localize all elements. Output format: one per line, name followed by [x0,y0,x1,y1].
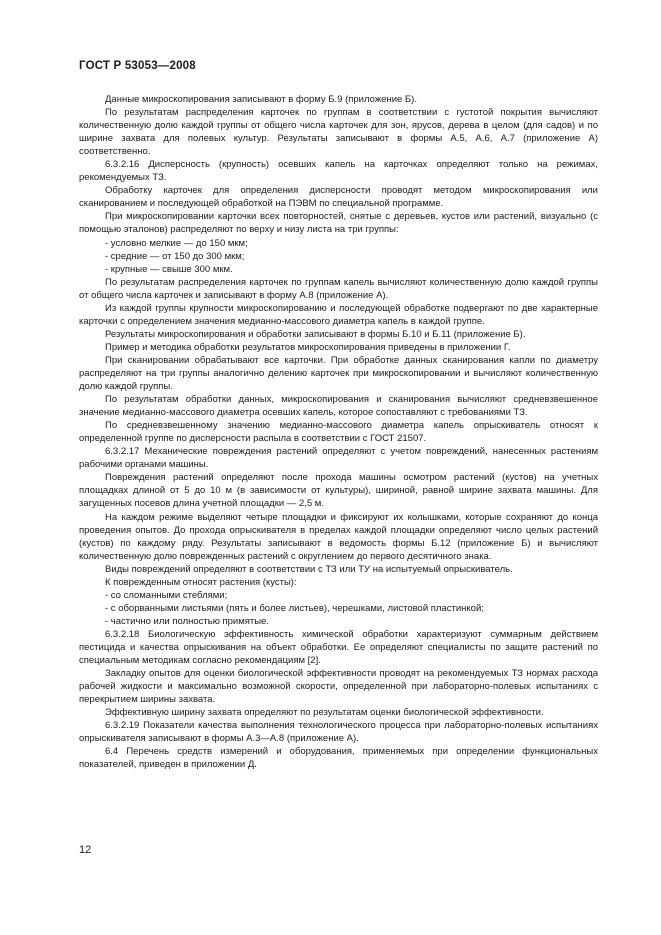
list-item: - средние — от 150 до 300 мкм; [105,250,245,262]
list-item: - условно мелкие — до 150 мкм; [105,237,248,249]
paragraph: По результатам распределения карточек по группам капель вычисляют количественную долю каждой группы от общего числа карточек и записывают в форму А.8 (приложение А). [79,276,598,301]
paragraph: При микроскопировании карточки всех повторностей, снятые с деревьев, кустов или растений, визуально (с помощью эталонов) распределяют по верху и низу листа на три группы: [79,211,598,236]
paragraph: Закладку опытов для оценки биологической эффективности проводят на рекомендуемых ТЗ нормах расхода рабочей жидкости и максимально возможной скорости, определенной при лабораторно-полевых испытаниях с перекрытием ширины захвата. [79,668,598,706]
paragraph: При сканировании обрабатывают все карточки. При обработке данных сканирования капли по диаметру распределяют на три группы аналогично делению карточек при микроскопировании и вычисляют количественную долю каждой группы. [79,354,598,393]
paragraph: По результатам распределения карточек по группам в соответствии с густотой покрытия вычисляют количественную долю каждой группы от общего числа карточек для зон, ярусов, дерева в целом (для садов) и по ширине захвата для полевых культур. Результаты записывают в формы А.5, А.6, А.7 (приложение А) соответственно. [79,107,598,158]
paragraph: Виды повреждений определяют в соответствии с ТЗ или ТУ на испытуемый опрыскиватель. [105,563,513,575]
paragraph: Эффективную ширину захвата определяют по результатам оценки биологической эффективности. [105,707,544,719]
list-item: - частично или полностью примятые. [105,615,269,627]
list-item: - крупные — свыше 300 мкм. [105,263,233,275]
paragraph: Повреждения растений определяют после прохода машины осмотром растений (кустов) на учетных площадках длиной от 5 до 10 м (в зависимости от культуры), шириной, равной ширине захвата машины. Для загущенных посевов длина учетной площадки — 2,5 м. [79,472,598,510]
paragraph: 6.3.2.16 Дисперсность (крупность) осевших капель на карточках определяют только на режимах, рекомендуемых ТЗ. [79,159,598,184]
paragraph: Результаты микроскопирования и обработки записывают в формы Б.10 и Б.11 (приложение Б). [105,328,526,340]
paragraph: Пример и методика обработки результатов микроскопирования приведены в приложении Г. [105,341,511,353]
paragraph: 6.3.2.17 Механические повреждения растений определяют с учетом повреждений, нанесенных растениям рабочими органами машины. [79,446,598,471]
paragraph: На каждом режиме выделяют четыре площадки и фиксируют их колышками, которые сохраняют до конца проведения опытов. До прохода опрыскивателя в пределах каждой площадки определяют число целых растений (кустов) по каждому ряду. Результаты записывают в ведомость формы Б.12 (приложение Б) и вычисляют количественную долю поврежденных растений с округлением до первого десятичного знака. [79,511,598,562]
list-item: - со сломанными стеблями; [105,589,228,601]
paragraph: Данные микроскопирования записывают в форму Б.9 (приложение Б). [105,94,417,105]
paragraph: По результатам обработки данных, микроскопирования и сканирования вычисляют средневзвешенное значение медианно-массового диаметра осевших капель, которое сопоставляют с требованиями ТЗ. [79,394,598,419]
paragraph: 6.3.2.19 Показатели качества выполнения технологического процесса при лабораторно-полевых испытаниях опрыскивателя записывают в формы А.3—А.8 (приложение А). [79,720,598,745]
paragraph: По средневзвешенному значению медианно-массового диаметра капель опрыскиватель относят к определенной группе по дисперсности распыла в соответствии с ГОСТ 21507. [79,420,598,445]
document-body [79,93,598,771]
paragraph: 6.4 Перечень средств измерений и оборудования, применяемых при определении функциональных показателей, приведен в приложении Д. [79,746,598,771]
list-item: - с оборванными листьями (пять и более листьев), черешками, листовой пластинкой; [105,602,484,614]
paragraph: К поврежденным относят растения (кусты): [105,576,297,588]
document-header: ГОСТ Р 53053—2008 [79,60,196,72]
paragraph: Из каждой группы крупности микроскопированию и последующей обработке подвергают по две характерные карточки с определением значения медианно-массового диаметра капель в каждой группе. [79,302,598,327]
paragraph: 6.3.2.18 Биологическую эффективность химической обработки характеризуют суммарным действием пестицида и качества опрыскивания на объект обработки. Ее определяют специалисты по защите растений по специальным методикам согласно рекомендациям [2]. [79,628,598,667]
paragraph: Обработку карточек для определения дисперсности проводят методом микроскопирования или сканированием и последующей обработкой на ПЭВМ по специальной программе. [79,185,598,210]
page-number: 12 [79,844,92,856]
